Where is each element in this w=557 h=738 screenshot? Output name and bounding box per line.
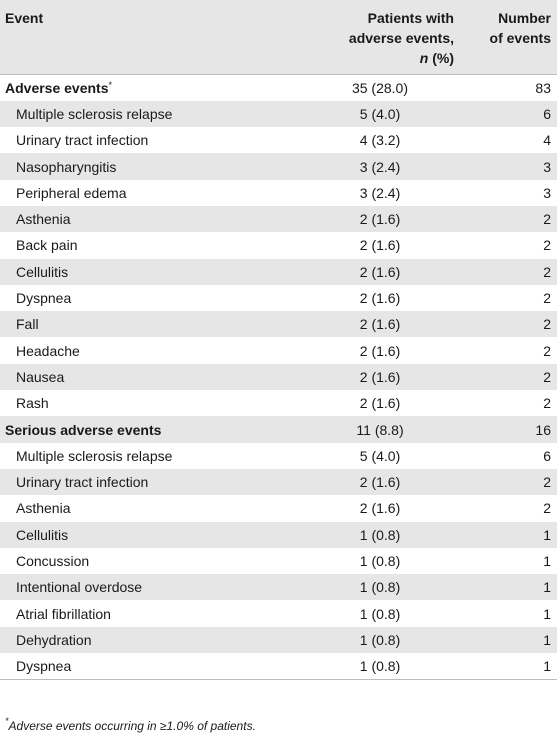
- table-row: [0, 522, 557, 548]
- table-row: [0, 311, 557, 337]
- section-patients-value: 11 (8.8): [356, 421, 404, 438]
- patients-value: 1 (0.8): [270, 653, 470, 680]
- header-patients-line2: adverse events,: [348, 30, 454, 46]
- event-name: Dehydration: [16, 631, 92, 648]
- patients-value: 2 (1.6): [359, 474, 401, 491]
- patients-value: 1 (0.8): [359, 526, 401, 543]
- section-title-marker: *: [108, 79, 113, 90]
- event-name: Rash: [16, 395, 49, 412]
- event-name: Intentional overdose: [16, 579, 143, 596]
- patients-value: 2 (1.6): [359, 395, 401, 412]
- events-value: 2: [543, 211, 551, 228]
- events-value: 4: [543, 132, 551, 149]
- patients-value: 3 (2.4): [359, 184, 401, 201]
- patients-value: 4 (3.2): [359, 132, 401, 149]
- event-name: Dyspnea: [16, 290, 72, 307]
- section-title-text: Adverse events: [5, 79, 109, 96]
- table-row: [0, 390, 557, 416]
- events-value: 6: [543, 105, 551, 122]
- table-row: [0, 600, 557, 626]
- patients-value: 1 (0.8): [359, 579, 401, 596]
- table-row: [0, 469, 557, 495]
- event-name: Urinary tract infection: [16, 474, 149, 491]
- events-value: 1: [543, 552, 551, 569]
- patients-value: 2 (1.6): [359, 316, 401, 333]
- table-row: [0, 548, 557, 574]
- table-row: [0, 653, 557, 680]
- patients-value: 2 (1.6): [359, 263, 401, 280]
- event-name: Fall: [16, 316, 39, 333]
- event-name: Asthenia: [16, 500, 71, 517]
- events-value: 2: [543, 263, 551, 280]
- section-row: [0, 74, 557, 101]
- events-value: 2: [543, 474, 551, 491]
- header-patients-line1: Patients with: [367, 10, 454, 26]
- header-patients: [270, 0, 470, 74]
- table-row: [0, 364, 557, 390]
- patients-value: 2 (1.6): [359, 237, 401, 254]
- events-value: 2: [543, 316, 551, 333]
- table-row: [0, 574, 557, 600]
- events-value: 2: [543, 237, 551, 254]
- footnote-marker: *: [5, 716, 9, 726]
- events-value: 3: [543, 184, 551, 201]
- table-row: [0, 206, 557, 232]
- header-number-line2: of events: [489, 30, 551, 46]
- table-row: [0, 627, 557, 653]
- section-title: [0, 416, 270, 442]
- header-patients-pct: (%): [428, 50, 454, 66]
- patients-value: 1 (0.8): [359, 605, 401, 622]
- event-name: Nausea: [16, 368, 65, 385]
- patients-value: 5 (4.0): [359, 105, 401, 122]
- patients-value: 2 (1.6): [359, 211, 401, 228]
- table-row: [0, 259, 557, 285]
- event-name: Back pain: [16, 237, 78, 254]
- table-row: [0, 285, 557, 311]
- event-name: Atrial fibrillation: [16, 605, 111, 622]
- table-row: [0, 232, 557, 258]
- events-value: 1: [543, 526, 551, 543]
- table-row: [0, 495, 557, 521]
- events-value: 2: [543, 395, 551, 412]
- section-patients-value: 35 (28.0): [351, 79, 409, 96]
- header-number: [470, 0, 557, 74]
- patients-value: 1 (0.8): [359, 631, 401, 648]
- events-value: 2: [543, 368, 551, 385]
- events-value: 1: [470, 653, 557, 680]
- events-value: 1: [543, 631, 551, 648]
- header-patients-n: n: [419, 50, 429, 66]
- patients-value: 2 (1.6): [359, 368, 401, 385]
- events-value: 6: [543, 447, 551, 464]
- events-value: 1: [543, 579, 551, 596]
- patients-value: 2 (1.6): [359, 342, 401, 359]
- patients-value: 2 (1.6): [359, 290, 401, 307]
- table-header: [0, 0, 557, 74]
- event-name: Headache: [16, 342, 80, 359]
- table-row: [0, 337, 557, 363]
- events-value: 3: [543, 158, 551, 175]
- table-row: [0, 101, 557, 127]
- section-title: [0, 74, 270, 101]
- event-name: Cellulitis: [16, 526, 69, 543]
- events-value: 1: [543, 605, 551, 622]
- event-name: Multiple sclerosis relapse: [16, 447, 173, 464]
- section-events-value: 16: [535, 421, 551, 438]
- header-number-line1: Number: [498, 10, 551, 26]
- event-name: Dyspnea: [0, 653, 270, 680]
- event-name: Urinary tract infection: [16, 132, 149, 149]
- table-row: [0, 180, 557, 206]
- table-row: [0, 443, 557, 469]
- event-name: Multiple sclerosis relapse: [16, 105, 173, 122]
- header-row: [0, 0, 557, 74]
- footnote: [5, 716, 256, 733]
- header-event: Event: [5, 10, 44, 26]
- events-value: 2: [543, 342, 551, 359]
- patients-value: 3 (2.4): [359, 158, 401, 175]
- events-value: 2: [543, 500, 551, 517]
- event-name: Asthenia: [16, 211, 71, 228]
- patients-value: 2 (1.6): [359, 500, 401, 517]
- event-name: Nasopharyngitis: [16, 158, 117, 175]
- patients-value: 5 (4.0): [359, 447, 401, 464]
- section-title-text: Serious adverse events: [5, 421, 162, 438]
- event-name: Peripheral edema: [16, 184, 127, 201]
- table-row: [0, 127, 557, 153]
- event-name: Concussion: [16, 552, 90, 569]
- footnote-text: Adverse events occurring in ≥1.0% of patients.: [8, 719, 256, 733]
- event-name: Cellulitis: [16, 263, 69, 280]
- events-value: 2: [543, 290, 551, 307]
- section-row: [0, 416, 557, 442]
- section-events-value: 83: [535, 79, 551, 96]
- table-row: [0, 153, 557, 179]
- table-body: [0, 74, 557, 680]
- patients-value: 1 (0.8): [359, 552, 401, 569]
